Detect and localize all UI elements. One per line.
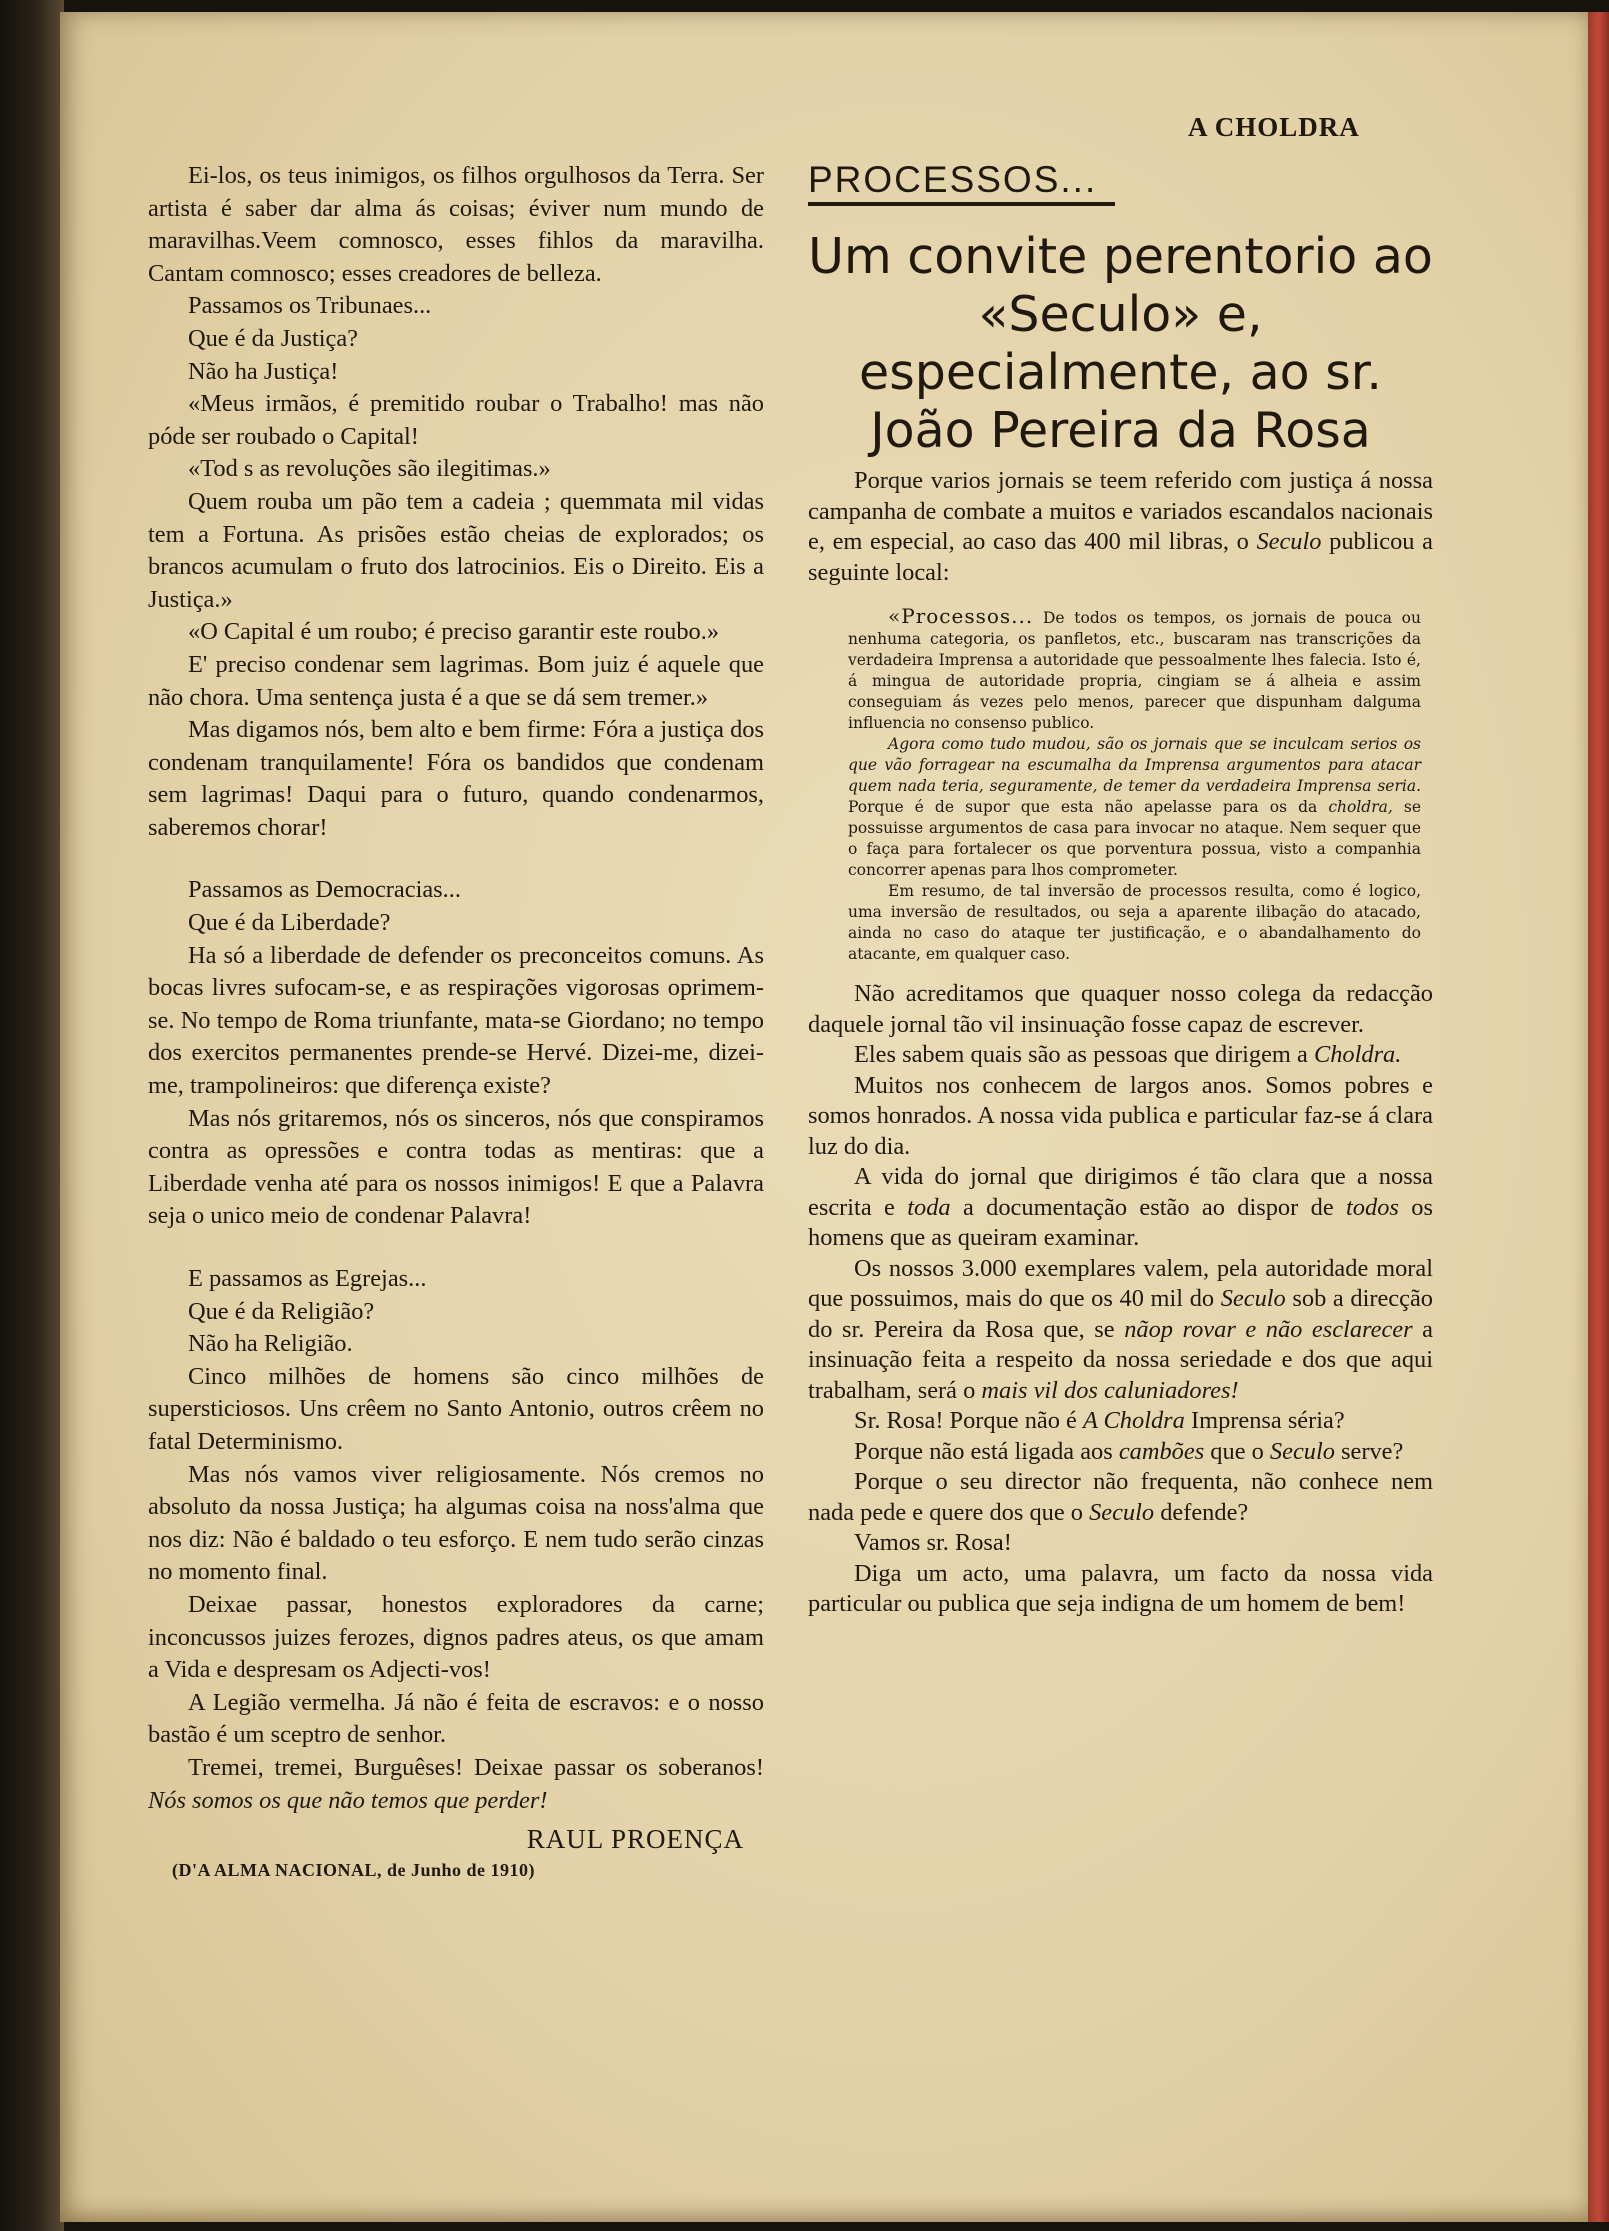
paragraph: A Legião vermelha. Já não é feita de escravos: e o nosso bastão é um sceptro de senhor. <box>148 1688 764 1749</box>
source-citation: (D'A ALMA NACIONAL, de Junho de 1910) <box>172 1859 536 1880</box>
quoted-excerpt <box>808 606 1433 965</box>
paragraph: Não ha Religião. <box>188 1330 353 1358</box>
quote-lead: «Processos... <box>888 604 1034 628</box>
section-title: PROCESSOS... <box>808 158 1115 206</box>
text-run-italic: choldra, <box>1328 798 1393 816</box>
text-run: Os nossos 3.000 exemplares valem, pela autoridade moral que possuimos, mais do que os 40 mil do <box>808 1254 1433 1312</box>
text-run: A vida do jornal que dirigimos é tão clara que a nossa escrita e <box>808 1163 1433 1221</box>
text-run: sob a direcção do sr. Pereira da Rosa que, se <box>808 1285 1433 1343</box>
text-run: publicou a seguinte local: <box>808 528 1433 586</box>
text-run: Porque é de supor que esta não apelasse para os da <box>848 798 1318 816</box>
spacer <box>148 1233 764 1263</box>
text-run-italic: cambões <box>1118 1437 1205 1465</box>
text-run: Eles sabem quais são as pessoas que dirigem a <box>854 1041 1308 1068</box>
paragraph: Quem rouba um pão tem a cadeia ; quemmata mil vidas tem a Fortuna. As prisões estão cheias de explorados; os brancos acumulam o fruto dos latrocinios. Eis o Direito. Eis a Justiça.» <box>148 487 764 613</box>
running-head: A CHOLDRA <box>1188 112 1360 142</box>
text-run-italic: Choldra. <box>1313 1041 1402 1068</box>
text-run: De todos os tempos, os jornais de pouca ou nenhuma categoria, os panfletos, etc., buscaram nas transcrições da verdadeira Imprensa a autoridade que pessoalmente lhes falecia. Isto é, á mingua de autoridade propria, cingiam se á alheia e assim conseguiam ás vezes pelo menos, parecer que dispunham dalguma influencia no consenso publico. <box>848 609 1421 732</box>
paragraph: Mas nós vamos viver religiosamente. Nós cremos no absoluto da nossa Justiça; ha algumas coisa na noss'alma que nos diz: Não é baldado o teu esforço. E nem tudo serão cinzas no momento final. <box>148 1460 764 1586</box>
text-run: defende? <box>1160 1498 1249 1526</box>
closing-text: Tremei, tremei, Burguêses! Deixae passar os soberanos! <box>188 1753 764 1781</box>
text-run: Porque varios jornais se teem referido com justiça á nossa campanha de combate a muitos e variados escandalos nacionais e, em especial, ao caso das 400 mil libras, o <box>808 467 1433 555</box>
text-run: a insinuação feita a respeito da nossa seriedade e dos que aqui trabalham, será o <box>808 1315 1433 1404</box>
text-run-italic: A Choldra <box>1082 1407 1185 1434</box>
paragraph: «Meus irmãos, é premitido roubar o Trabalho! mas não póde ser roubado o Capital! <box>148 390 764 450</box>
text-run: serve? <box>1341 1437 1404 1465</box>
text-run: os homens que as queiram examinar. <box>808 1193 1433 1251</box>
paragraph: «O Capital é um roubo; é preciso garantir este roubo.» <box>188 618 720 646</box>
paragraph: Não ha Justiça! <box>188 357 339 385</box>
paragraph: Passamos as Democracias... <box>188 876 461 904</box>
text-run-italic: Seculo <box>1220 1285 1286 1312</box>
text-run-italic: nãop rovar e não esclarecer <box>1124 1315 1413 1343</box>
text-run-italic: toda <box>907 1193 951 1221</box>
paragraph: E passamos as Egrejas... <box>188 1265 427 1292</box>
paragraph <box>808 1467 1433 1528</box>
paragraph: Mas nós gritaremos, nós os sinceros, nós que conspiramos contra as opressões e contra todas as mentiras: que a Liberdade venha até para os nossos inimigos! E que a Palavra seja o unico meio de condenar Palavra! <box>148 1104 764 1230</box>
paragraph: Ha só a liberdade de defender os preconceitos comuns. As bocas livres sufocam-se, e as respirações vigorosas oprimem-se. No tempo de Roma triunfante, mata-se Giordano; no tempo dos exercitos permanentes prende-se Hervé. Dizei-me, dizei-me, trampolineiros: que diferença existe? <box>148 941 764 1100</box>
paragraph: Que é da Liberdade? <box>188 909 391 937</box>
text-run-italic: Seculo <box>1256 528 1322 555</box>
closing-paragraph <box>148 1752 764 1817</box>
paragraph <box>808 1040 1433 1071</box>
text-run-italic: todos <box>1346 1193 1399 1221</box>
text-run-italic: Seculo <box>1089 1498 1155 1526</box>
text-run: se possuisse argumentos de casa para invocar no ataque. Nem sequer que o faça para fortalecer os que porventura possua, visto a companhia concorrer apenas para lhos comprometer. <box>848 798 1421 879</box>
quote-paragraph: Em resumo, de tal inversão de processos resulta, como é logico, uma inversão de resultados, ou seja a aparente ilibação do atacado, ainda no caso do ataque ter justificação, e o abandalhamento do atacante, em qualquer caso. <box>848 882 1421 963</box>
quote-paragraph <box>848 734 1421 881</box>
paragraph <box>808 1406 1433 1437</box>
left-column <box>148 160 764 1886</box>
text-run-italic: Agora como tudo mudou, são os jornais que se inculcam serios os que vão forragear na escumalha da Imprensa argumentos para atacar quem nada teria, seguramente, de temer da verdadeira Imprensa seria. <box>848 735 1421 795</box>
paragraph <box>808 1437 1433 1468</box>
paragraph: Vamos sr. Rosa! <box>854 1529 1012 1556</box>
paragraph <box>808 1254 1433 1407</box>
text-run: a documentação estão ao dispor de <box>962 1193 1334 1221</box>
binding-gutter <box>0 0 64 2231</box>
closing-italic: Nós somos os que não temos que perder! <box>148 1786 548 1814</box>
author-signature: RAUL PROENÇA <box>526 1824 744 1855</box>
paragraph: Ei-los, os teus inimigos, os filhos orgulhosos da Terra. Ser artista é saber dar alma ás coisas; éviver num mundo de maravilhas.Veem comnosco, esses fihlos da maravilha. Cantam comnosco; esses creadores de belleza. <box>148 162 764 287</box>
paragraph: Que é da Religião? <box>188 1297 375 1325</box>
quote-paragraph <box>848 606 1421 734</box>
article-body <box>808 466 1433 588</box>
text-run-italic: Seculo <box>1269 1437 1335 1465</box>
paragraph: E' preciso condenar sem lagrimas. Bom juiz é aquele que não chora. Uma sentença justa é a que se dá sem tremer.» <box>148 650 764 711</box>
paragraph: Muitos nos conhecem de largos anos. Somos pobres e somos honrados. A nossa vida publica e particular faz-se á clara luz do dia. <box>808 1071 1433 1160</box>
paragraph <box>808 1162 1433 1254</box>
text-run: Porque o seu director não frequenta, não conhece nem nada pede e quere dos que o <box>808 1468 1433 1526</box>
page-edge <box>1588 12 1609 2222</box>
paragraph <box>808 466 1433 588</box>
paragraph: Que é da Justiça? <box>188 324 358 352</box>
paragraph: Diga um acto, uma palavra, um facto da nossa vida particular ou publica que seja indigna de um homem de bem! <box>808 1559 1433 1617</box>
paragraph: Passamos os Tribunaes... <box>188 292 432 320</box>
text-run-italic: mais vil dos caluniadores! <box>981 1376 1239 1404</box>
right-column <box>808 158 1433 1620</box>
text-run: Imprensa séria? <box>1190 1407 1345 1434</box>
paragraph: Deixae passar, honestos exploradores da carne; inconcussos juizes ferozes, dignos padres ateus, os que amam a Vida e despresam os Adjecti-vos! <box>148 1590 764 1684</box>
paragraph: Não acreditamos que quaquer nosso colega da redacção daquele jornal tão vil insinuação fosse capaz de escrever. <box>808 980 1433 1038</box>
spacer <box>148 844 764 874</box>
paragraph: «Tod s as revoluções são ilegitimas.» <box>188 455 551 483</box>
text-run: que o <box>1210 1437 1264 1465</box>
text-run: Porque não está ligada aos <box>854 1437 1113 1465</box>
paragraph: Mas digamos nós, bem alto e bem firme: Fóra a justiça dos condenam tranquilamente! Fóra os bandidos que condenam sem lagrimas! Daqui para o futuro, quando condenarmos, saberemos chorar! <box>148 716 764 841</box>
paragraph: Cinco milhões de homens são cinco milhões de supersticiosos. Uns crêem no Santo Antonio, outros crêem no fatal Determinismo. <box>148 1362 764 1455</box>
article-headline: Um convite perentorio ao «Seculo» e, especialmente, ao sr. João Pereira da Rosa <box>808 228 1433 459</box>
article-body <box>808 979 1433 1620</box>
text-run: Sr. Rosa! Porque não é <box>854 1407 1077 1434</box>
